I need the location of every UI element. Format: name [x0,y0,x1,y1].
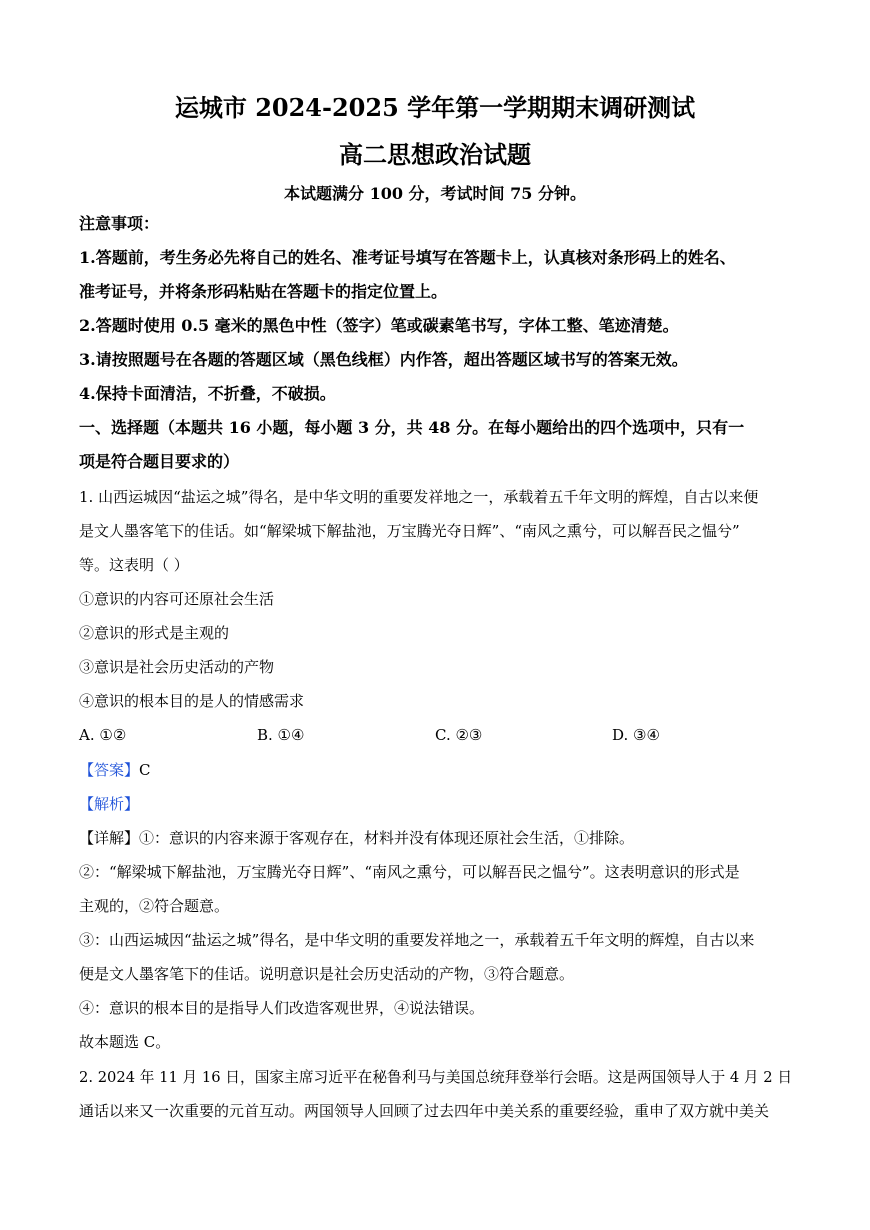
notice-heading: 注意事项： [79,214,160,233]
notice-item-1: 1.答题前，考生务必先将自己的姓名、准考证号填写在答题卡上，认真核对条形码上的姓名、 [79,248,736,267]
notice-item-1-cont: 准考证号，并将条形码粘贴在答题卡的指定位置上。 [79,282,448,301]
detail-line-6: ④：意识的根本目的是指导人们改造客观世界，④说法错误。 [79,999,485,1017]
question-1-stem-line-3: 等。这表明（ ） [79,556,189,574]
detail-tag: 【详解】 [79,829,140,847]
exam-subject-title: 高二思想政治试题 [339,140,531,169]
detail-text: ①：意识的内容来源于客观存在，材料并没有体现还原社会生活，①排除。 [139,829,635,847]
section-heading-cont: 项是符合题目要求的） [79,452,240,471]
option-b: B. ①④ [257,726,305,744]
notice-item-2: 2.答题时使用 0.5 毫米的黑色中性（签字）笔或碳素笔书写，字体工整、笔迹清楚。 [79,316,679,335]
analysis-tag: 【解析】 [79,795,140,813]
detail-line-1 [79,828,634,848]
exam-title: 运城市 2024-2025 学年第一学期期末调研测试 [174,93,696,122]
detail-line-3: 主观的，②符合题意。 [79,897,230,915]
notice-item-4: 4.保持卡面清洁，不折叠，不破损。 [79,384,336,403]
question-2-stem: 2. 2024 年 11 月 16 日，国家主席习近平在秘鲁利马与美国总统拜登举行会晤。这是两国领导人于 4 月 2 日 [79,1068,793,1086]
detail-line-5: 便是文人墨客笔下的佳话。说明意识是社会历史活动的产物，③符合题意。 [79,965,575,983]
section-heading: 一、选择题（本题共 16 小题，每小题 3 分，共 48 分。在每小题给出的四个选项中，只有一 [79,418,745,437]
statement-2: ②意识的形式是主观的 [79,624,230,642]
detail-line-2: ②：“解梁城下解盐池，万宝腾光夺日辉”、“南风之熏兮，可以解吾民之愠兮”。这表明意识的形式是 [79,863,740,881]
question-1-stem: 1. 山西运城因“盐运之城”得名，是中华文明的重要发祥地之一，承载着五千年文明的辉煌，自古以来便 [79,488,759,506]
statement-1: ①意识的内容可还原社会生活 [79,590,275,608]
notice-item-3: 3.请按照题号在各题的答题区域（黑色线框）内作答，超出答题区域书写的答案无效。 [79,350,688,369]
option-a: A. ①② [79,726,127,744]
exam-score-time: 本试题满分 100 分，考试时间 75 分钟。 [284,184,586,203]
conclusion: 故本题选 C。 [79,1033,171,1051]
option-d: D. ③④ [612,726,660,744]
question-1-stem-line-2: 是文人墨客笔下的佳话。如“解梁城下解盐池，万宝腾光夺日辉”、“南风之熏兮，可以解吾民之愠兮” [79,522,740,540]
answer-tag: 【答案】 [79,761,140,779]
detail-line-4: ③：山西运城因“盐运之城”得名，是中华文明的重要发祥地之一，承载着五千年文明的辉煌，自古以来 [79,931,755,949]
question-2-stem-line-2: 通话以来又一次重要的元首互动。两国领导人回顾了过去四年中美关系的重要经验，重申了双方就中美关 [79,1102,770,1120]
answer-row [79,760,151,780]
statement-3: ③意识是社会历史活动的产物 [79,658,275,676]
answer-value: C [139,761,151,779]
option-c: C. ②③ [435,726,483,744]
statement-4: ④意识的根本目的是人的情感需求 [79,692,305,710]
